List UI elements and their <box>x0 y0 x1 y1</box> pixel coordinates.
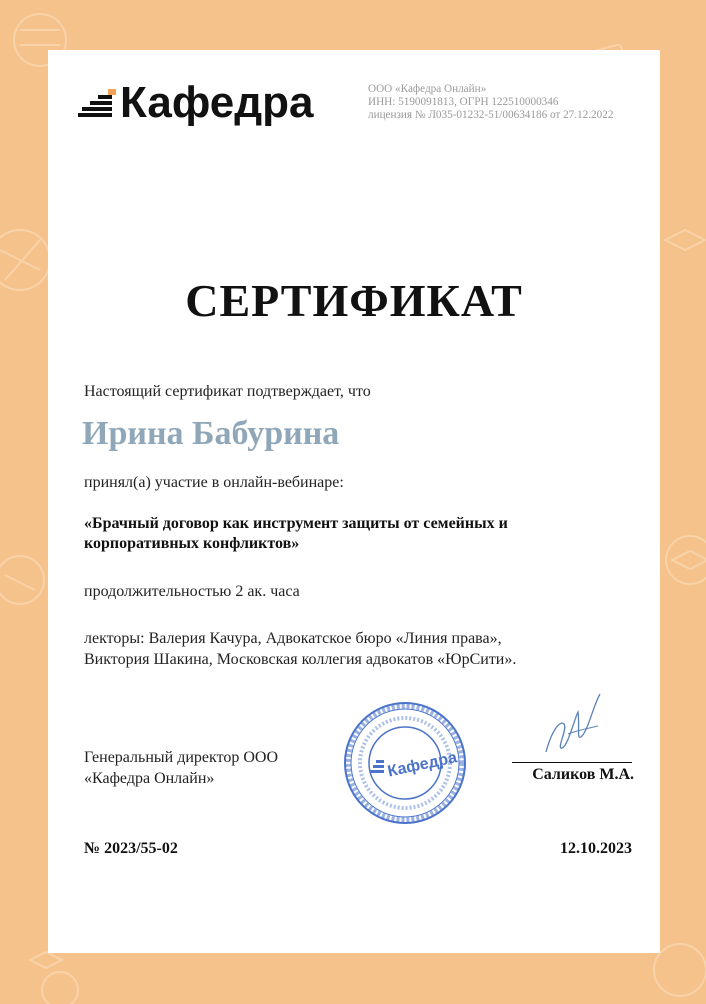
confirm-text: Настоящий сертификат подтверждает, что <box>84 383 371 400</box>
org-license: лицензия № Л035-01232-51/00634186 от 27.12.2022 <box>368 109 614 122</box>
recipient-name: Ирина Бабурина <box>82 415 340 452</box>
signature-line <box>512 762 632 763</box>
certificate-number: № 2023/55-02 <box>84 840 178 857</box>
director-position-line2: «Кафедра Онлайн» <box>84 770 215 787</box>
organization-info <box>368 83 653 123</box>
company-stamp <box>340 698 470 828</box>
lecturers-text <box>84 628 624 670</box>
signature <box>538 690 608 760</box>
kafedra-logo <box>78 75 328 131</box>
director-position <box>84 747 324 789</box>
participation-text: принял(а) участие в онлайн-вебинаре: <box>84 474 344 491</box>
signer-name: Саликов М.А. <box>532 766 634 783</box>
event-title <box>84 514 604 554</box>
event-title-line1: «Брачный договор как инструмент защиты от семейных и <box>84 515 508 532</box>
logo-text: Кафедра <box>120 78 314 127</box>
org-registration: ИНН: 5190091813, ОГРН 122510000346 <box>368 96 559 109</box>
kafedra-bars-logo-icon <box>78 89 124 119</box>
certificate-date: 12.10.2023 <box>560 840 632 857</box>
certificate-title: СЕРТИФИКАТ <box>185 275 523 326</box>
stamp-center-text: Кафедра <box>386 749 459 781</box>
lecturers-line1: лекторы: Валерия Качура, Адвокатское бюро «Линия права», <box>84 630 502 647</box>
org-name: ООО «Кафедра Онлайн» <box>368 83 487 95</box>
certificate-sheet <box>48 50 660 953</box>
lecturers-line2: Виктория Шакина, Московская коллегия адвокатов «ЮрСити». <box>84 651 517 668</box>
duration-text: продолжительностью 2 ак. часа <box>84 583 300 600</box>
director-position-line1: Генеральный директор ООО <box>84 749 279 766</box>
event-title-line2: корпоративных конфликтов» <box>84 535 300 552</box>
